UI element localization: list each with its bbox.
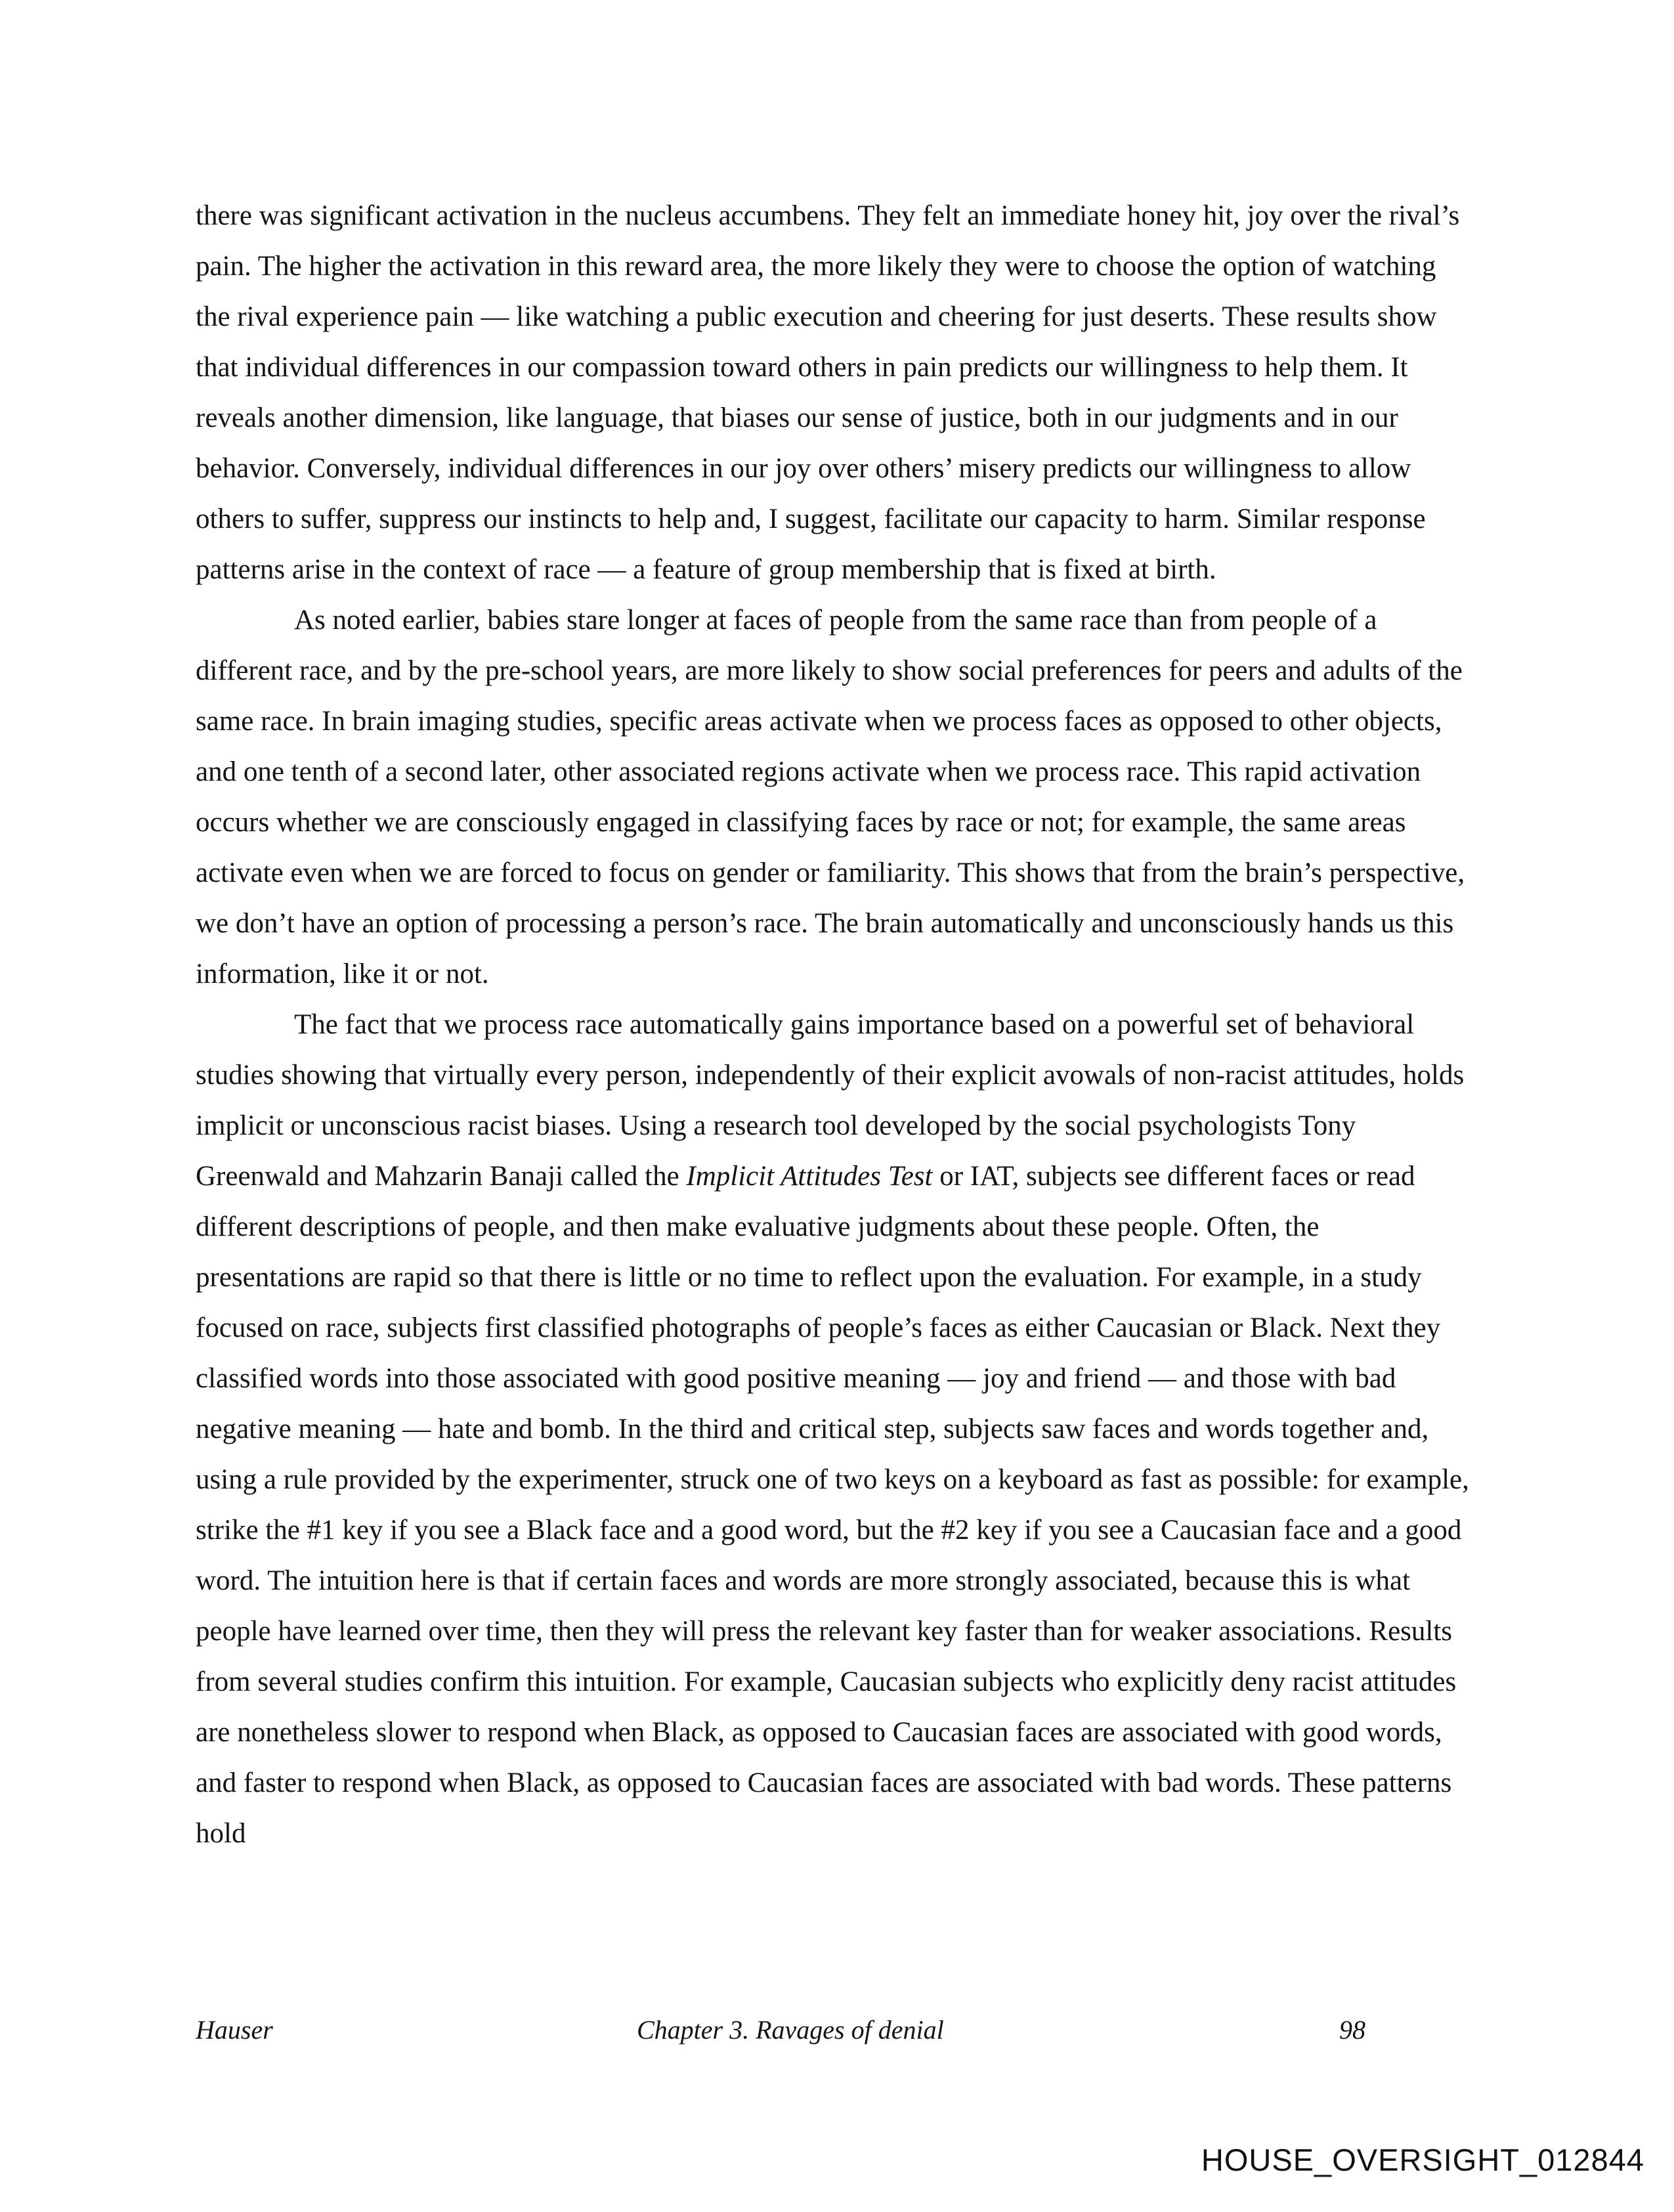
paragraph-1 xyxy=(196,190,1469,595)
bates-stamp: HOUSE_OVERSIGHT_012844 xyxy=(1201,2142,1644,2177)
footer-chapter-title: Chapter 3. Ravages of denial xyxy=(637,2015,944,2045)
footer-author: Hauser xyxy=(196,2015,273,2045)
body-text xyxy=(196,190,1469,1859)
paragraph-2 xyxy=(196,595,1469,999)
page-footer xyxy=(196,2014,1466,2054)
paragraph-3-text-post: or IAT, subjects see different faces or read different descriptions of people, and then make evaluative judgments about these people. Often, the presentations are rapid so that there is little or no time to reflect upon the evaluation. For example, in a study focused on race, subjects first classified photographs of people’s faces as either Caucasian or Black. Next they classified words into those associated with good positive meaning — joy and friend — and those with bad negative meaning — hate and bomb. In the third and critical step, subjects saw faces and words together and, using a rule provided by the experimenter, struck one of two keys on a keyboard as fast as possible: for example, strike the #1 key if you see a Black face and a good word, but the #2 key if you see a Caucasian face and a good word. The intuition here is that if certain faces and words are more strongly associated, because this is what people have learned over time, then they will press the relevant key faster than for weaker associations. Results from several studies confirm this intuition. For example, Caucasian subjects who explicitly deny racist attitudes are nonetheless slower to respond when Black, as opposed to Caucasian faces are associated with good words, and faster to respond when Black, as opposed to Caucasian faces are associated with bad words. These patterns hold xyxy=(196,1161,1469,1849)
paragraph-3-text-pre: The fact that we process race automatically gains importance based on a powerful set of behavioral studies showing that virtually every person, independently of their explicit avowals of non-racist attitudes, holds implicit or unconscious racist biases. Using a research tool developed by the social psychologists Tony Greenwald and Mahzarin Banaji called the xyxy=(196,1009,1465,1192)
paragraph-1-text: there was significant activation in the nucleus accumbens. They felt an immediate honey hit, joy over the rival’s pain. The higher the activation in this reward area, the more likely they were to choose the option of watching the rival experience pain — like watching a public execution and cheering for just deserts. These results show that individual differences in our compassion toward others in pain predicts our willingness to help them. It reveals another dimension, like language, that biases our sense of justice, both in our judgments and in our behavior. Conversely, individual differences in our joy over others’ misery predicts our willingness to allow others to suffer, suppress our instincts to help and, I suggest, facilitate our capacity to harm. Similar response patterns arise in the context of race — a feature of group membership that is fixed at birth. xyxy=(196,200,1460,585)
paragraph-3-italic-title: Implicit Attitudes Test xyxy=(686,1161,933,1192)
footer-page-number: 98 xyxy=(1339,2015,1365,2045)
paragraph-2-text: As noted earlier, babies stare longer at faces of people from the same race than from people of a different race, and by the pre-school years, are more likely to show social preferences for peers and adults of the same race. In brain imaging studies, specific areas activate when we process faces as opposed to other objects, and one tenth of a second later, other associated regions activate when we process race. This rapid activation occurs whether we are consciously engaged in classifying faces by race or not; for example, the same areas activate even when we are forced to focus on gender or familiarity. This shows that from the brain’s perspective, we don’t have an option of processing a person’s race. The brain automatically and unconsciously hands us this information, like it or not. xyxy=(196,605,1465,989)
paragraph-3 xyxy=(196,999,1469,1859)
